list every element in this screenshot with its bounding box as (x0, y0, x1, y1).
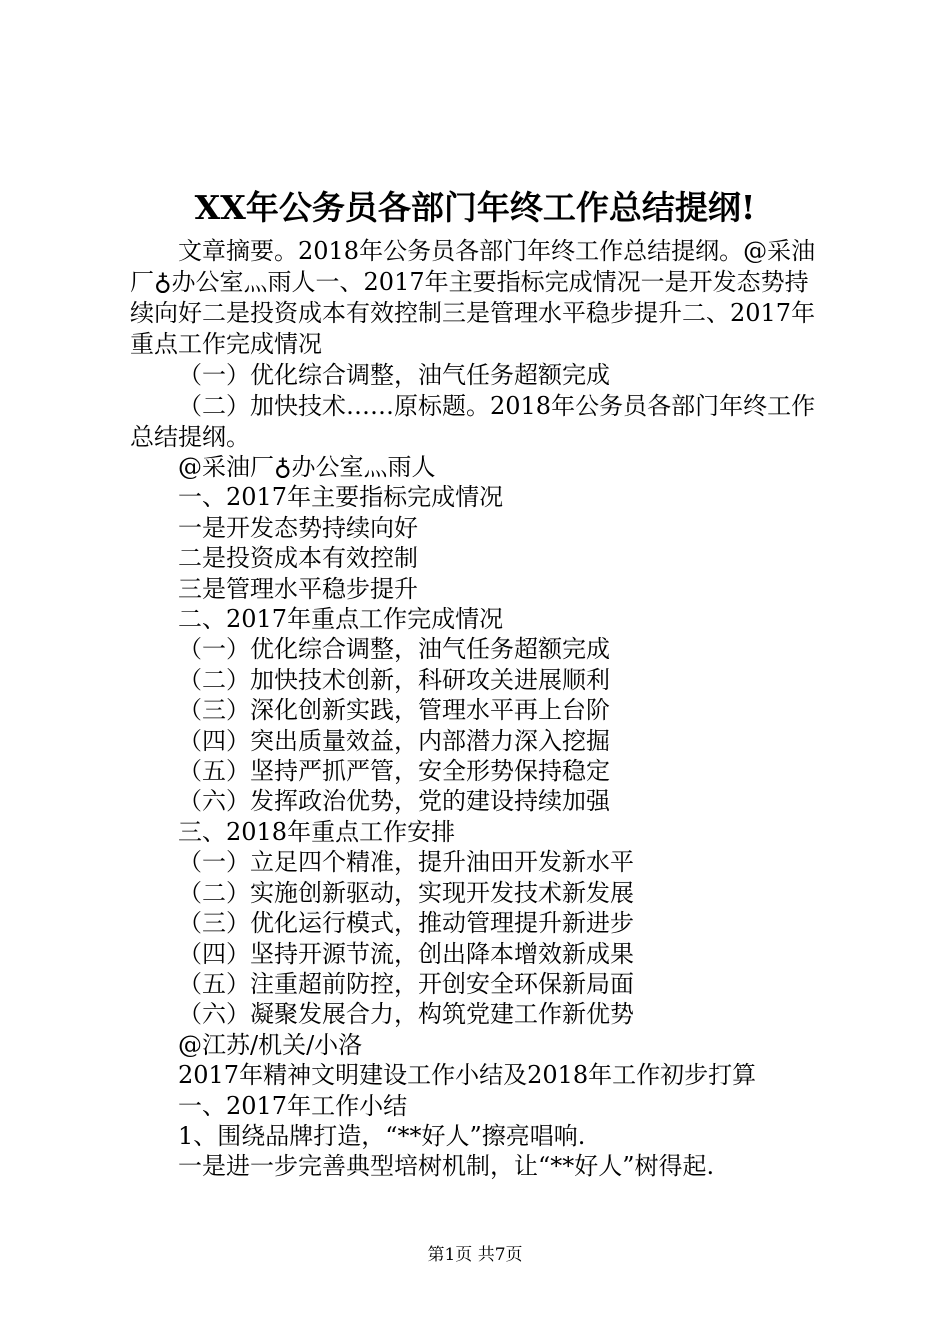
page-footer: 第1页 共7页 (427, 1245, 523, 1265)
outline-line: 三是管理水平稳步提升 (178, 574, 418, 603)
outline-line: （六）凝聚发展合力，构筑党建工作新优势 (178, 1000, 634, 1029)
outline-line: （一）优化综合调整，油气任务超额完成 (178, 635, 610, 664)
outline-line: 一、2017年工作小结 (178, 1091, 408, 1120)
abstract-paragraph: 文章摘要。2018年公务员各部门年终工作总结提纲。@采油厂♁办公室灬雨人一、2017年主要指标完成情况一是开发态势持续向好二是投资成本有效控制三是管理水平稳步提升二、2017年重点工作完成情况 (130, 237, 816, 358)
abstract (130, 236, 830, 453)
outline-line: @江苏/机关/小洛 (178, 1030, 363, 1059)
outline-line: 三、2018年重点工作安排 (178, 817, 456, 846)
abstract-paragraph: （二）加快技术……原标题。2018年公务员各部门年终工作总结提纲。 (130, 392, 816, 451)
outline-line: 二是投资成本有效控制 (178, 544, 418, 573)
outline-line: （二）实施创新驱动，实现开发技术新发展 (178, 878, 634, 907)
outline-line: @采油厂♁办公室灬雨人 (178, 453, 436, 481)
outline-line: （三）深化创新实践，管理水平再上台阶 (178, 696, 610, 725)
outline-line: （二）加快技术创新，科研攻关进展顺利 (178, 665, 610, 694)
outline-line: 1、围绕品牌打造，“**好人”擦亮唱响. (178, 1121, 586, 1150)
outline-line: （六）发挥政治优势，党的建设持续加强 (178, 787, 610, 816)
outline-line: 一、2017年主要指标完成情况 (178, 483, 504, 512)
outline-line: （四）突出质量效益，内部潜力深入挖掘 (178, 726, 610, 755)
outline-line: （五）坚持严抓严管，安全形势保持稳定 (178, 757, 610, 786)
outline-line: 二、2017年重点工作完成情况 (178, 605, 504, 634)
outline-line: （三）优化运行模式，推动管理提升新进步 (178, 909, 634, 938)
outline-line: 一是开发态势持续向好 (178, 513, 418, 542)
document-title: XX年公务员各部门年终工作总结提纲! (194, 188, 756, 227)
abstract-paragraph: （一）优化综合调整，油气任务超额完成 (178, 361, 610, 389)
outline-line: （一）立足四个精准，提升油田开发新水平 (178, 848, 634, 877)
outline-line: 2017年精神文明建设工作小结及2018年工作初步打算 (178, 1061, 757, 1090)
outline-list (178, 452, 756, 1182)
outline-line: （四）坚持开源节流，创出降本增效新成果 (178, 939, 634, 968)
outline-line: 一是进一步完善典型培树机制，让“**好人”树得起. (178, 1152, 715, 1181)
outline-line: （五）注重超前防控，开创安全环保新局面 (178, 969, 634, 998)
